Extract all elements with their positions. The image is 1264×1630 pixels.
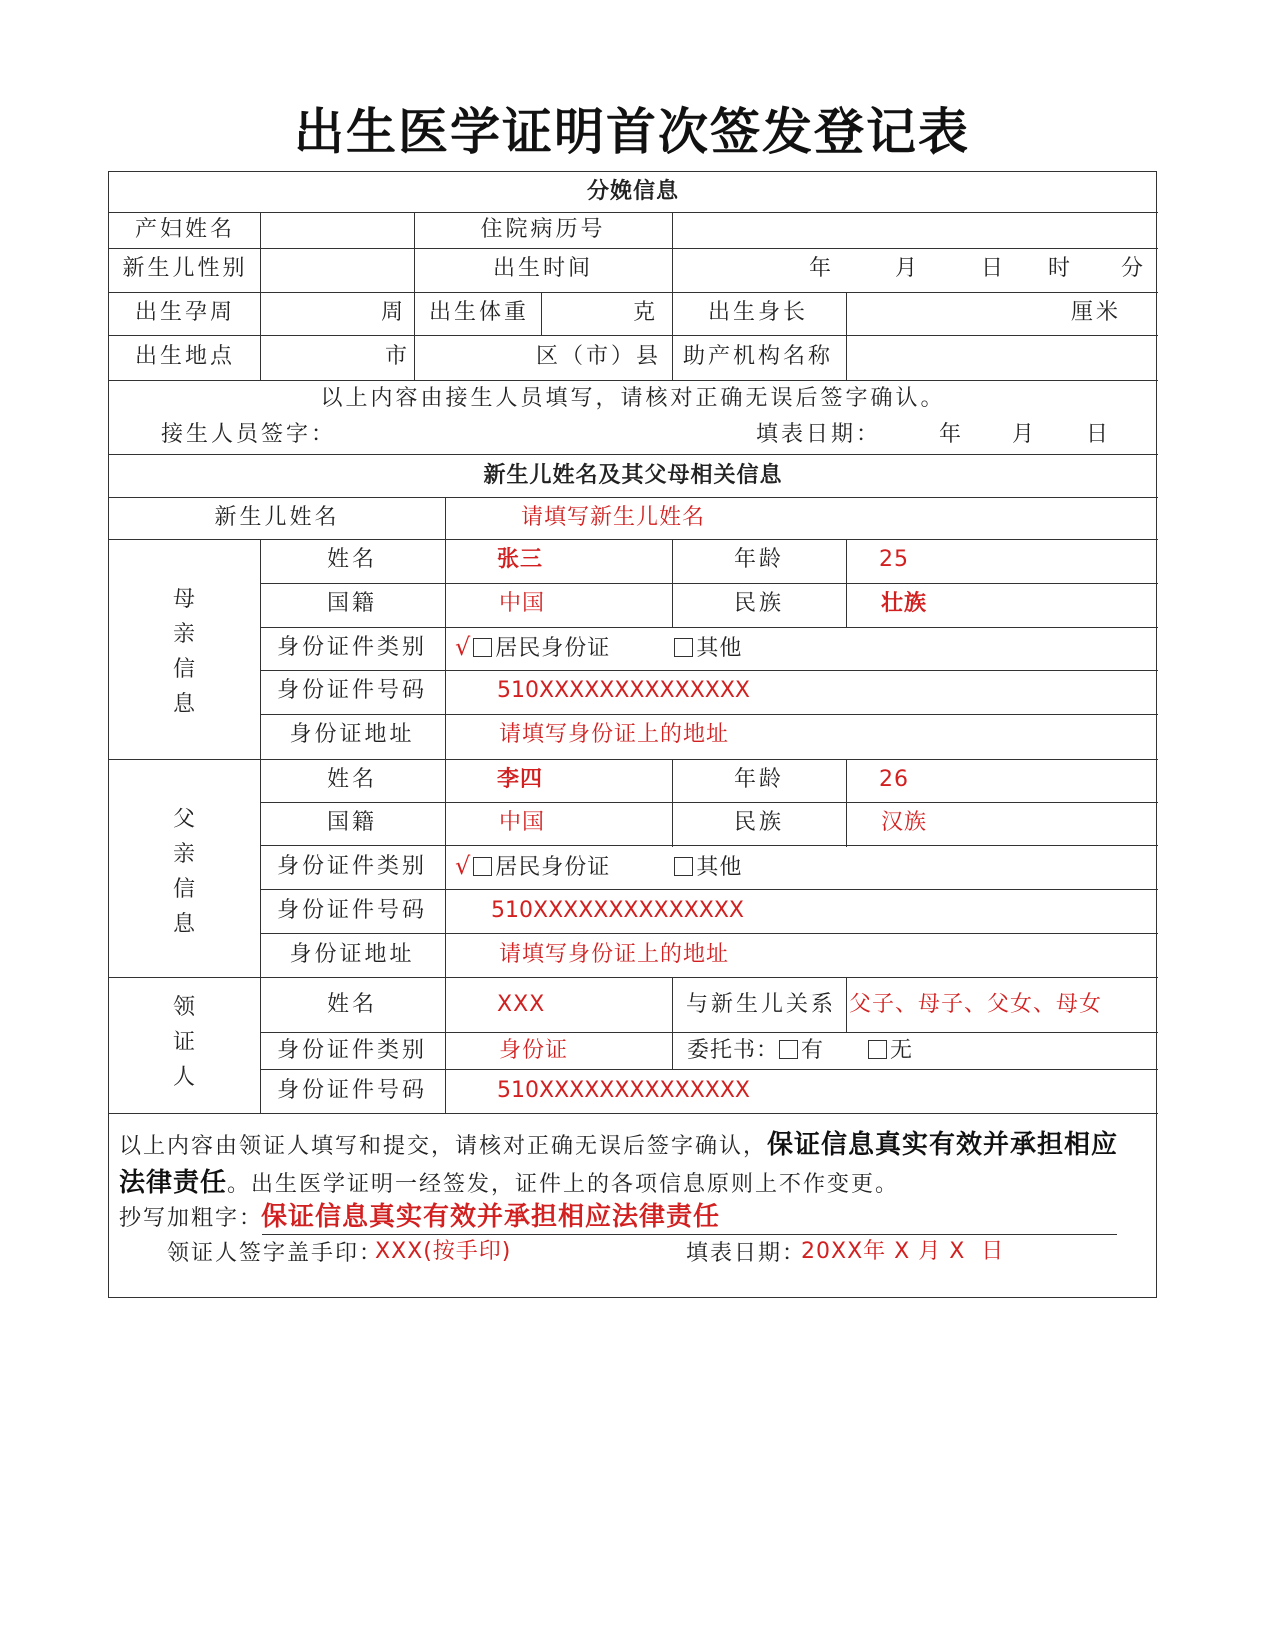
delivery-section-title: 分娩信息 — [586, 179, 680, 204]
mother-group-label: 母 亲 信 息 — [172, 587, 195, 717]
auth-yes-checkbox[interactable] — [779, 1040, 798, 1059]
tick-mark: √ — [455, 633, 472, 661]
father-address-label: 身份证地址 — [289, 942, 415, 967]
mother-nationality-value: 中国 — [499, 591, 546, 616]
fill-date-month: 月 — [1012, 422, 1038, 447]
tick-mark: √ — [455, 852, 472, 880]
receiver-date-value: 20XX年 X 月 X 日 — [801, 1239, 1005, 1264]
length-unit: 厘米 — [1071, 300, 1122, 325]
receiver-id-type-value: 身份证 — [499, 1038, 569, 1063]
newborn-name-value: 请填写新生儿姓名 — [521, 505, 706, 530]
father-id-number-value: 510XXXXXXXXXXXXXX — [491, 898, 744, 923]
district-unit: 区（市）县 — [536, 344, 662, 369]
other-id-checkbox[interactable] — [674, 638, 693, 657]
father-id-type-label: 身份证件类别 — [276, 854, 428, 879]
gestation-unit: 周 — [381, 300, 407, 325]
time-unit-month: 月 — [895, 256, 921, 281]
registration-form — [108, 171, 1157, 1298]
mother-age-label: 年龄 — [733, 547, 785, 572]
receiver-declaration: 以上内容由领证人填写和提交，请核对正确无误后签字确认，保证信息真实有效并承担相应 法律责任。出生医学证明一经签发，证件上的各项信息原则上不作变更。 — [119, 1130, 1119, 1198]
deliverer-sign-label: 接生人员签字： — [161, 422, 337, 447]
receiver-name-label: 姓名 — [326, 992, 378, 1017]
receiver-sign-value: XXX(按手印) — [375, 1239, 512, 1264]
mother-address-value: 请填写身份证上的地址 — [499, 722, 730, 747]
mother-ethnicity-label: 民族 — [733, 591, 785, 616]
father-address-value: 请填写身份证上的地址 — [499, 942, 730, 967]
father-nationality-label: 国籍 — [326, 810, 378, 835]
copy-label: 抄写加粗字： — [119, 1206, 264, 1231]
resident-id-checkbox[interactable] — [473, 857, 492, 876]
father-id-number-label: 身份证件号码 — [276, 898, 428, 923]
other-id-checkbox[interactable] — [674, 857, 693, 876]
relation-value: 父子、母子、父女、母女 — [849, 992, 1103, 1017]
father-name-label: 姓名 — [326, 767, 378, 792]
mother-name-label: 产妇姓名 — [134, 217, 236, 242]
weight-unit: 克 — [633, 300, 659, 325]
receiver-id-type-label: 身份证件类别 — [276, 1038, 428, 1063]
gestation-label: 出生孕周 — [134, 300, 236, 325]
mother-name-label: 姓名 — [326, 547, 378, 572]
father-age-label: 年龄 — [733, 767, 785, 792]
city-unit: 市 — [385, 344, 411, 369]
father-group-label: 父 亲 信 息 — [172, 807, 195, 937]
mother-id-type-options: √ 居民身份证 其他 — [455, 633, 743, 661]
father-age-value: 26 — [879, 767, 909, 792]
time-unit-minute: 分 — [1121, 256, 1147, 281]
receiver-name-value: XXX — [497, 992, 546, 1017]
copy-underline — [262, 1234, 1117, 1235]
mother-id-number-label: 身份证件号码 — [276, 678, 428, 703]
father-id-type-options: √ 居民身份证 其他 — [455, 852, 743, 880]
birth-time-label: 出生时间 — [492, 256, 594, 281]
mother-ethnicity-value: 壮族 — [881, 591, 928, 616]
authorization-options: 委托书： 有 无 — [687, 1038, 914, 1063]
mother-id-type-label: 身份证件类别 — [276, 635, 428, 660]
father-ethnicity-value: 汉族 — [881, 810, 928, 835]
deliverer-confirm-note: 以上内容由接生人员填写，请核对正确无误后签字确认。 — [320, 386, 946, 411]
father-name-value: 李四 — [497, 767, 544, 792]
mother-id-number-value: 510XXXXXXXXXXXXXX — [497, 678, 750, 703]
resident-id-checkbox[interactable] — [473, 638, 492, 657]
institution-label: 助产机构名称 — [683, 344, 834, 369]
record-no-label: 住院病历号 — [480, 217, 606, 242]
mother-name-value: 张三 — [497, 547, 544, 572]
fill-date-year: 年 — [939, 422, 965, 447]
newborn-section-title: 新生儿姓名及其父母相关信息 — [483, 463, 783, 488]
receiver-date-label: 填表日期： — [686, 1241, 807, 1266]
mother-age-value: 25 — [879, 547, 909, 572]
newborn-name-label: 新生儿姓名 — [214, 505, 340, 530]
auth-no-checkbox[interactable] — [868, 1040, 887, 1059]
time-unit-hour: 时 — [1048, 256, 1074, 281]
father-ethnicity-label: 民族 — [733, 810, 785, 835]
time-unit-year: 年 — [809, 256, 835, 281]
father-nationality-value: 中国 — [499, 810, 546, 835]
fill-date-day: 日 — [1086, 422, 1112, 447]
weight-label: 出生体重 — [429, 300, 530, 325]
mother-address-label: 身份证地址 — [289, 722, 415, 747]
mother-nationality-label: 国籍 — [326, 591, 378, 616]
receiver-id-number-value: 510XXXXXXXXXXXXXX — [497, 1078, 750, 1103]
length-label: 出生身长 — [708, 300, 809, 325]
receiver-group-label: 领 证 人 — [172, 995, 195, 1090]
place-label: 出生地点 — [134, 344, 236, 369]
receiver-id-number-label: 身份证件号码 — [276, 1078, 428, 1103]
copy-text-value: 保证信息真实有效并承担相应法律责任 — [261, 1202, 721, 1232]
time-unit-day: 日 — [981, 256, 1007, 281]
fill-date-label: 填表日期： — [756, 422, 882, 447]
page-title: 出生医学证明首次签发登记表 — [294, 102, 970, 161]
relation-label: 与新生儿关系 — [686, 992, 837, 1017]
receiver-sign-label: 领证人签字盖手印： — [167, 1241, 384, 1266]
baby-gender-label: 新生儿性别 — [122, 256, 248, 281]
authorization-label: 委托书： — [687, 1038, 780, 1063]
